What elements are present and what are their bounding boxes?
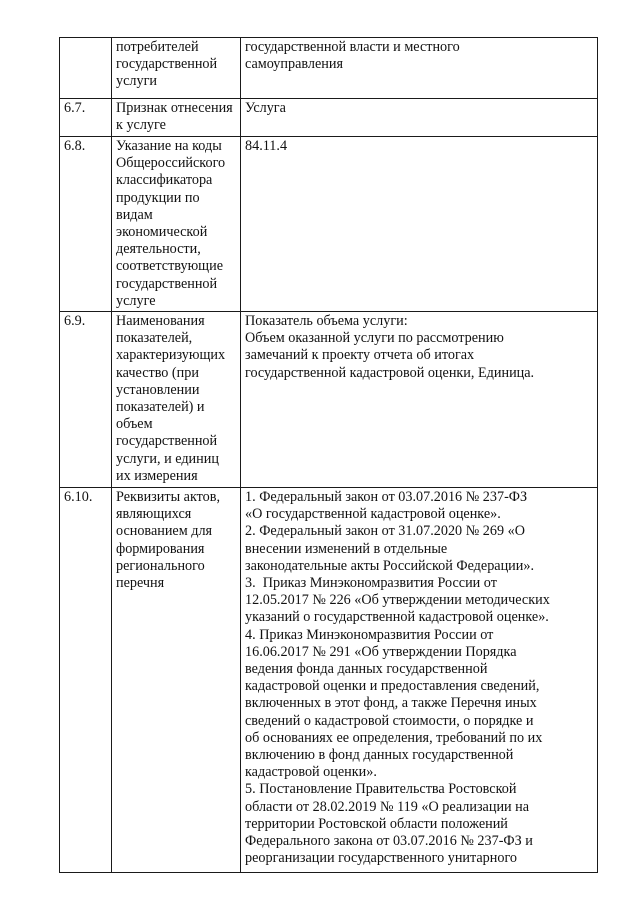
table-row xyxy=(60,488,598,873)
label-line: качество (при xyxy=(116,364,199,381)
label-line: перечня xyxy=(116,575,165,592)
value-line: ведения фонда данных государственной xyxy=(245,661,488,678)
value-line: кадастровой оценки и предоставления сведений, xyxy=(245,678,540,695)
value-line: Федерального закона от 03.07.2016 № 237-ФЗ и xyxy=(245,833,533,850)
label-line: классификатора xyxy=(116,172,213,189)
services-table xyxy=(59,37,598,873)
value-line: указаний о государственной кадастровой оценке». xyxy=(245,609,549,626)
label-line: услуге xyxy=(116,292,156,309)
value-line: «О государственной кадастровой оценке». xyxy=(245,506,501,523)
table-row xyxy=(60,312,598,488)
label-line: регионального xyxy=(116,557,205,574)
label-line: показателей) и xyxy=(116,399,205,416)
value-line: Показатель объема услуги: xyxy=(245,313,408,329)
row-value-cell xyxy=(241,38,598,99)
row-value-cell xyxy=(241,99,598,137)
value-line: 84.11.4 xyxy=(245,138,288,154)
label-line: основанием для xyxy=(116,523,213,540)
row-number-cell: 6.10. xyxy=(60,488,112,873)
value-line: 4. Приказ Минэкономразвития России от xyxy=(245,626,494,643)
value-line: внесении изменений в отдельные xyxy=(245,540,448,557)
value-line: включению в фонд данных государственной xyxy=(245,747,514,764)
label-line: их измерения xyxy=(116,467,198,484)
label-line: показателей, xyxy=(116,330,193,347)
value-line: 1. Федеральный закон от 03.07.2016 № 237-ФЗ xyxy=(245,489,528,505)
label-line: характеризующих xyxy=(116,347,226,364)
label-line: видам xyxy=(116,206,153,223)
table-row xyxy=(60,99,598,137)
value-line: сведений о кадастровой стоимости, о порядке и xyxy=(245,712,534,729)
value-line: Услуга xyxy=(245,100,286,116)
label-line: государственной xyxy=(116,275,218,292)
value-line: государственной кадастровой оценки, Единица. xyxy=(245,364,535,381)
row-number-cell: 6.9. xyxy=(60,312,112,488)
row-label-cell xyxy=(112,488,241,873)
value-line: об основаниях ее определения, требований по их xyxy=(245,729,543,746)
value-line: замечаний к проекту отчета об итогах xyxy=(245,347,475,364)
row-number-cell: 6.8. xyxy=(60,137,112,312)
value-line: 16.06.2017 № 291 «Об утверждении Порядка xyxy=(245,643,517,660)
table-row xyxy=(60,137,598,312)
row-value-cell xyxy=(241,312,598,488)
label-line: государственной xyxy=(116,433,218,450)
value-line: области от 28.02.2019 № 119 «О реализации на xyxy=(245,798,530,815)
value-line: 5. Постановление Правительства Ростовской xyxy=(245,781,517,798)
label-line: соответствующие xyxy=(116,258,224,275)
value-line: Объем оказанной услуги по рассмотрению xyxy=(245,330,504,347)
row-value-cell xyxy=(241,137,598,312)
label-line: экономической xyxy=(116,224,208,241)
value-line: реорганизации государственного унитарного xyxy=(245,850,518,867)
label-line: к услуге xyxy=(116,117,166,134)
value-line: включенных в этот фонд, а также Перечня иных xyxy=(245,695,537,712)
label-line: Наименования xyxy=(116,313,205,329)
label-line: Указание на коды xyxy=(116,138,222,154)
label-line: государственной xyxy=(116,56,218,73)
value-line: государственной власти и местного xyxy=(245,39,460,55)
row-label-cell xyxy=(112,99,241,137)
label-line: деятельности, xyxy=(116,241,201,258)
value-line: законодательные акты Российской Федерации». xyxy=(245,557,534,574)
label-line: Реквизиты актов, xyxy=(116,489,221,505)
label-line: Общероссийского xyxy=(116,155,226,172)
value-line: 3. Приказ Минэкономразвития России от xyxy=(245,575,497,592)
value-line: кадастровой оценки». xyxy=(245,764,377,781)
label-line: услуги, и единиц xyxy=(116,450,219,467)
value-line: 2. Федеральный закон от 31.07.2020 № 269 «О xyxy=(245,523,525,540)
row-label-cell xyxy=(112,312,241,488)
row-number-cell: 6.7. xyxy=(60,99,112,137)
value-line: самоуправления xyxy=(245,56,343,73)
label-line: формирования xyxy=(116,540,205,557)
row-label-cell xyxy=(112,137,241,312)
label-line: являющихся xyxy=(116,506,192,523)
row-value-cell xyxy=(241,488,598,873)
label-line: установлении xyxy=(116,381,200,398)
table-row xyxy=(60,38,598,99)
value-line: территории Ростовской области положений xyxy=(245,815,508,832)
label-line: продукции по xyxy=(116,189,200,206)
label-line: услуги xyxy=(116,73,157,90)
value-line: 12.05.2017 № 226 «Об утверждении методических xyxy=(245,592,550,609)
row-number-cell xyxy=(60,38,112,99)
table-body xyxy=(60,38,598,873)
label-line: объем xyxy=(116,416,153,433)
label-line: потребителей xyxy=(116,39,199,55)
label-line: Признак отнесения xyxy=(116,100,233,116)
row-label-cell xyxy=(112,38,241,99)
